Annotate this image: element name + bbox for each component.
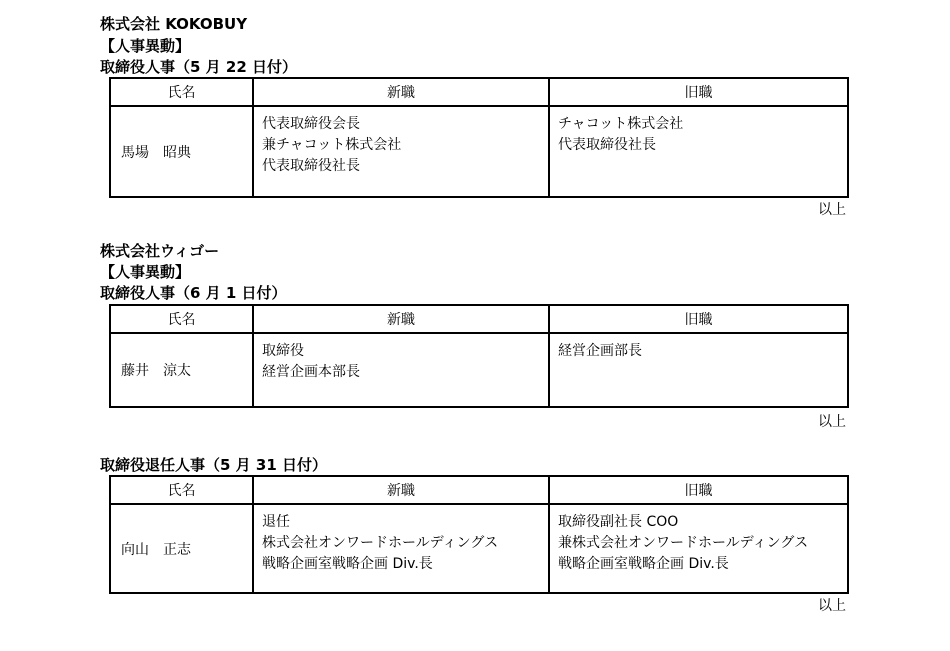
old-position-line: チャコット株式会社 (558, 116, 684, 132)
old-position-line: 代表取締役社長 (558, 137, 656, 153)
new-position-line: 退任 (262, 514, 290, 530)
old-position-line: 兼株式会社オンワードホールディングス (558, 535, 809, 551)
table-header-row (110, 305, 848, 333)
header-new-position: 新職 (253, 78, 549, 106)
new-position-line: 経営企画本部長 (262, 364, 360, 380)
table-header-row (110, 78, 848, 106)
category-heading: 【人事異動】 (100, 263, 191, 281)
table-row (110, 106, 848, 197)
header-old-position: 旧職 (549, 78, 848, 106)
header-old-position: 旧職 (549, 305, 848, 333)
company-name-wego: 株式会社ウィゴー (100, 242, 220, 260)
old-position-cell (549, 504, 848, 593)
header-name: 氏名 (110, 476, 253, 504)
new-position-line: 戦略企画室戦略企画 Div.長 (262, 556, 433, 572)
header-name: 氏名 (110, 305, 253, 333)
header-old-position: 旧職 (549, 476, 848, 504)
personnel-table-kokobuy (109, 77, 849, 198)
category-heading: 【人事異動】 (100, 37, 191, 55)
old-position-cell (549, 106, 848, 197)
personnel-table-retirement (109, 475, 849, 594)
person-name: 向山 正志 (110, 504, 253, 593)
old-position-line: 経営企画部長 (558, 343, 642, 359)
appointment-subtitle: 取締役人事（5 月 22 日付） (100, 58, 297, 76)
header-new-position: 新職 (253, 305, 549, 333)
table-row (110, 504, 848, 593)
closing-mark: 以上 (818, 202, 846, 218)
person-name: 藤井 涼太 (110, 333, 253, 407)
new-position-cell (253, 333, 549, 407)
new-position-line: 株式会社オンワードホールディングス (262, 535, 499, 551)
header-name: 氏名 (110, 78, 253, 106)
appointment-subtitle: 取締役人事（6 月 1 日付） (100, 284, 287, 302)
old-position-line: 戦略企画室戦略企画 Div.長 (558, 556, 729, 572)
company-name-kokobuy: 株式会社 KOKOBUY (100, 15, 248, 33)
personnel-table-wego (109, 304, 849, 408)
new-position-line: 取締役 (262, 343, 304, 359)
retirement-subtitle: 取締役退任人事（5 月 31 日付） (100, 456, 327, 474)
person-name: 馬場 昭典 (110, 106, 253, 197)
new-position-line: 代表取締役社長 (262, 158, 360, 174)
closing-mark: 以上 (818, 414, 846, 430)
table-row (110, 333, 848, 407)
new-position-line: 兼チャコット株式会社 (262, 137, 402, 153)
closing-mark: 以上 (818, 598, 846, 614)
new-position-cell (253, 106, 549, 197)
old-position-line: 取締役副社長 COO (558, 514, 679, 530)
new-position-cell (253, 504, 549, 593)
old-position-cell (549, 333, 848, 407)
new-position-line: 代表取締役会長 (262, 116, 360, 132)
header-new-position: 新職 (253, 476, 549, 504)
table-header-row (110, 476, 848, 504)
